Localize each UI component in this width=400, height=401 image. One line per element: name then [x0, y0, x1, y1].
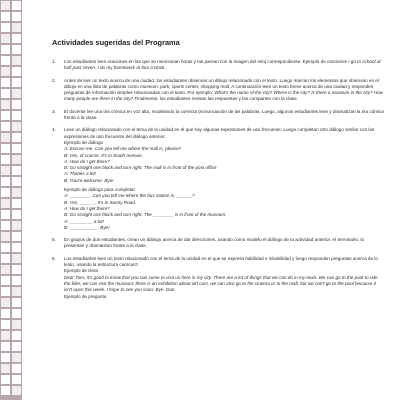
document-page — [52, 38, 384, 306]
grid-square — [1, 155, 10, 164]
grid-square — [1, 342, 10, 351]
item-text: Los estudiantes leen oraciones en las que se mencionan horas y las parean con la imagen del reloj correspondiente. Ejemplo de oraciones I go to school at half past seven. I do my homework at four o'clock. — [64, 59, 381, 71]
grid-square — [12, 23, 21, 32]
item-number: 4. — [52, 127, 56, 133]
example-label: Ejemplo de texto — [64, 268, 99, 274]
grid-square — [12, 221, 21, 230]
complete-line: A: _________ a lot! — [64, 218, 104, 224]
grid-square — [12, 45, 21, 54]
grid-square — [12, 287, 21, 296]
activity-item-2 — [52, 78, 384, 103]
grid-square — [1, 254, 10, 263]
grid-square — [12, 133, 21, 142]
complete-label: Ejemplo de diálogo para completar — [64, 187, 135, 193]
grid-square — [1, 78, 10, 87]
activity-item-4 — [52, 127, 384, 231]
activity-list — [52, 59, 384, 300]
grid-square — [1, 12, 10, 21]
grid-square — [1, 353, 10, 362]
grid-square — [1, 100, 10, 109]
item-number: 5. — [52, 237, 56, 243]
grid-square — [1, 243, 10, 252]
item-number: 1. — [52, 59, 56, 64]
decorative-side-strip — [0, 0, 22, 400]
example-label: Ejemplo de diálogo — [64, 139, 104, 145]
grid-square — [12, 232, 21, 241]
complete-line: A: How do I get there? — [64, 205, 110, 211]
item-number: 6. — [52, 255, 56, 261]
grid-square — [12, 155, 21, 164]
activity-item-3 — [52, 109, 384, 122]
grid-square — [12, 12, 21, 21]
grid-square — [12, 375, 21, 384]
grid-square — [12, 265, 21, 274]
grid-square — [1, 45, 10, 54]
grid-square — [12, 298, 21, 307]
item-number: 3. — [52, 108, 56, 114]
grid-square — [1, 199, 10, 208]
grid-square — [12, 386, 21, 395]
grid-square — [1, 133, 10, 142]
item-text: Antes de leer un texto acerca de una ciudad, los estudiantes observan un dibujo relacionado con el texto. Luego marcan los elementos que observan en el dibujo en una lista de palabras como museum, park, sports center, shopping mall. A continuación leen un texto breve acerca de una ciudad y responden preguntas de información simples relacionadas con el texto. Por ejemplo: What's the name of the city? Where is the city? Is there a museum in the city? How many people are there in the city? Finalmente, los estudiantes revisan las respuestas y las comparten con la clase. — [64, 77, 384, 102]
grid-square — [12, 254, 21, 263]
grid-square — [1, 375, 10, 384]
item-text: Los estudiantes leen un texto relacionado con el tema de la unidad en el que se expresa habilidad e inhabilidad y luego responden preguntas acerca de lo leído, usando la estructura can/can't. — [64, 255, 378, 268]
grid-square — [1, 309, 10, 318]
grid-square — [12, 309, 21, 318]
grid-square — [1, 232, 10, 241]
dialogue-line: B: Yes, of course. It's in South Avenue. — [64, 152, 143, 158]
grid-square — [1, 56, 10, 65]
grid-square — [1, 188, 10, 197]
grid-square — [12, 210, 21, 219]
grid-square — [12, 188, 21, 197]
grid-square — [1, 1, 10, 10]
grid-square — [1, 23, 10, 32]
grid-square — [1, 364, 10, 373]
grid-square — [12, 78, 21, 87]
grid-square — [12, 342, 21, 351]
grid-square — [1, 386, 10, 395]
grid-square — [12, 320, 21, 329]
grid-square — [1, 331, 10, 340]
dialogue-line: A: Thanks a lot! — [64, 171, 96, 177]
grid-square — [1, 320, 10, 329]
grid-square — [1, 210, 10, 219]
complete-line: B: ___________. Bye! — [64, 224, 110, 230]
activity-item-6 — [52, 256, 384, 300]
page-title: Actividades sugeridas del Programa — [52, 38, 180, 47]
grid-square — [1, 34, 10, 43]
complete-line: B: Go straight one block and turn right. The ________ is in front of the museum. — [64, 212, 227, 218]
item-text: En grupos de dos estudiantes, crean un diálogo acerca de dar direcciones, usando como modelo el diálogo de la actividad anterior. Al terminarlo, lo presentan y dramatizan frente a la clase. — [64, 237, 365, 249]
grid-square — [12, 67, 21, 76]
dialogue-line: A: How do I get there? — [64, 158, 110, 164]
grid-square — [12, 1, 21, 10]
grid-square — [12, 144, 21, 153]
grid-square — [12, 199, 21, 208]
grid-square — [12, 177, 21, 186]
activity-item-1 — [52, 59, 384, 72]
question-label: Ejemplo de pregunta — [64, 293, 107, 299]
dialogue-line: A: Excuse me. Can you tell me where the mall is, please? — [64, 146, 182, 152]
grid-square — [12, 100, 21, 109]
grid-square — [12, 34, 21, 43]
decorative-grid-pattern — [0, 0, 23, 401]
grid-square — [12, 276, 21, 285]
grid-square — [1, 122, 10, 131]
grid-square — [12, 89, 21, 98]
grid-square — [1, 177, 10, 186]
grid-square — [12, 122, 21, 131]
grid-square — [1, 298, 10, 307]
grid-square — [1, 67, 10, 76]
grid-square — [1, 265, 10, 274]
grid-square — [1, 111, 10, 120]
grid-square — [1, 144, 10, 153]
grid-square — [12, 243, 21, 252]
grid-square — [12, 166, 21, 175]
item-text: El docente lee una tira cómica en voz alta, modelando la correcta pronunciación de las palabras. Luego, algunos estudiantes leen y dramatizan la tira cómica frente a la clase. — [64, 108, 384, 121]
grid-square — [1, 287, 10, 296]
grid-square — [1, 89, 10, 98]
dialogue-line: B: You're welcome. Bye! — [64, 177, 114, 183]
dialogue-line: B: Go straight one block and turn right. The mall is in front of the post office — [64, 165, 217, 171]
item-text: Leen un diálogo relacionado con el tema de la unidad en el que hay algunas expresiones de uso frecuente. Luego completan otro diálogo similar con las expresiones de uso frecuente del diálogo anterior. — [64, 127, 375, 139]
example-text: Dear Tom, It's good to know that you can come to visit us here in my city. There are a lot of things that we can do in my town. We can go to the park to ride the bike, we can visit the museum; there is an exhibition about old cars, we can also go to the cinema or to the mall, but we can't go to the pool because it isn't open this week. I hope to see you soon. Bye. Dan. — [64, 274, 378, 293]
grid-square — [12, 353, 21, 362]
grid-square — [1, 166, 10, 175]
grid-square — [12, 331, 21, 340]
grid-square — [1, 276, 10, 285]
complete-line: A: ________. Can you tell me where the bus station is, ______? — [64, 193, 195, 199]
item-number: 2. — [52, 77, 56, 83]
complete-line: B: Yes, ______. It's in Sunny Road. — [64, 199, 137, 205]
grid-square — [12, 364, 21, 373]
grid-square — [1, 221, 10, 230]
grid-square — [12, 56, 21, 65]
activity-item-5 — [52, 237, 384, 250]
grid-square — [12, 111, 21, 120]
